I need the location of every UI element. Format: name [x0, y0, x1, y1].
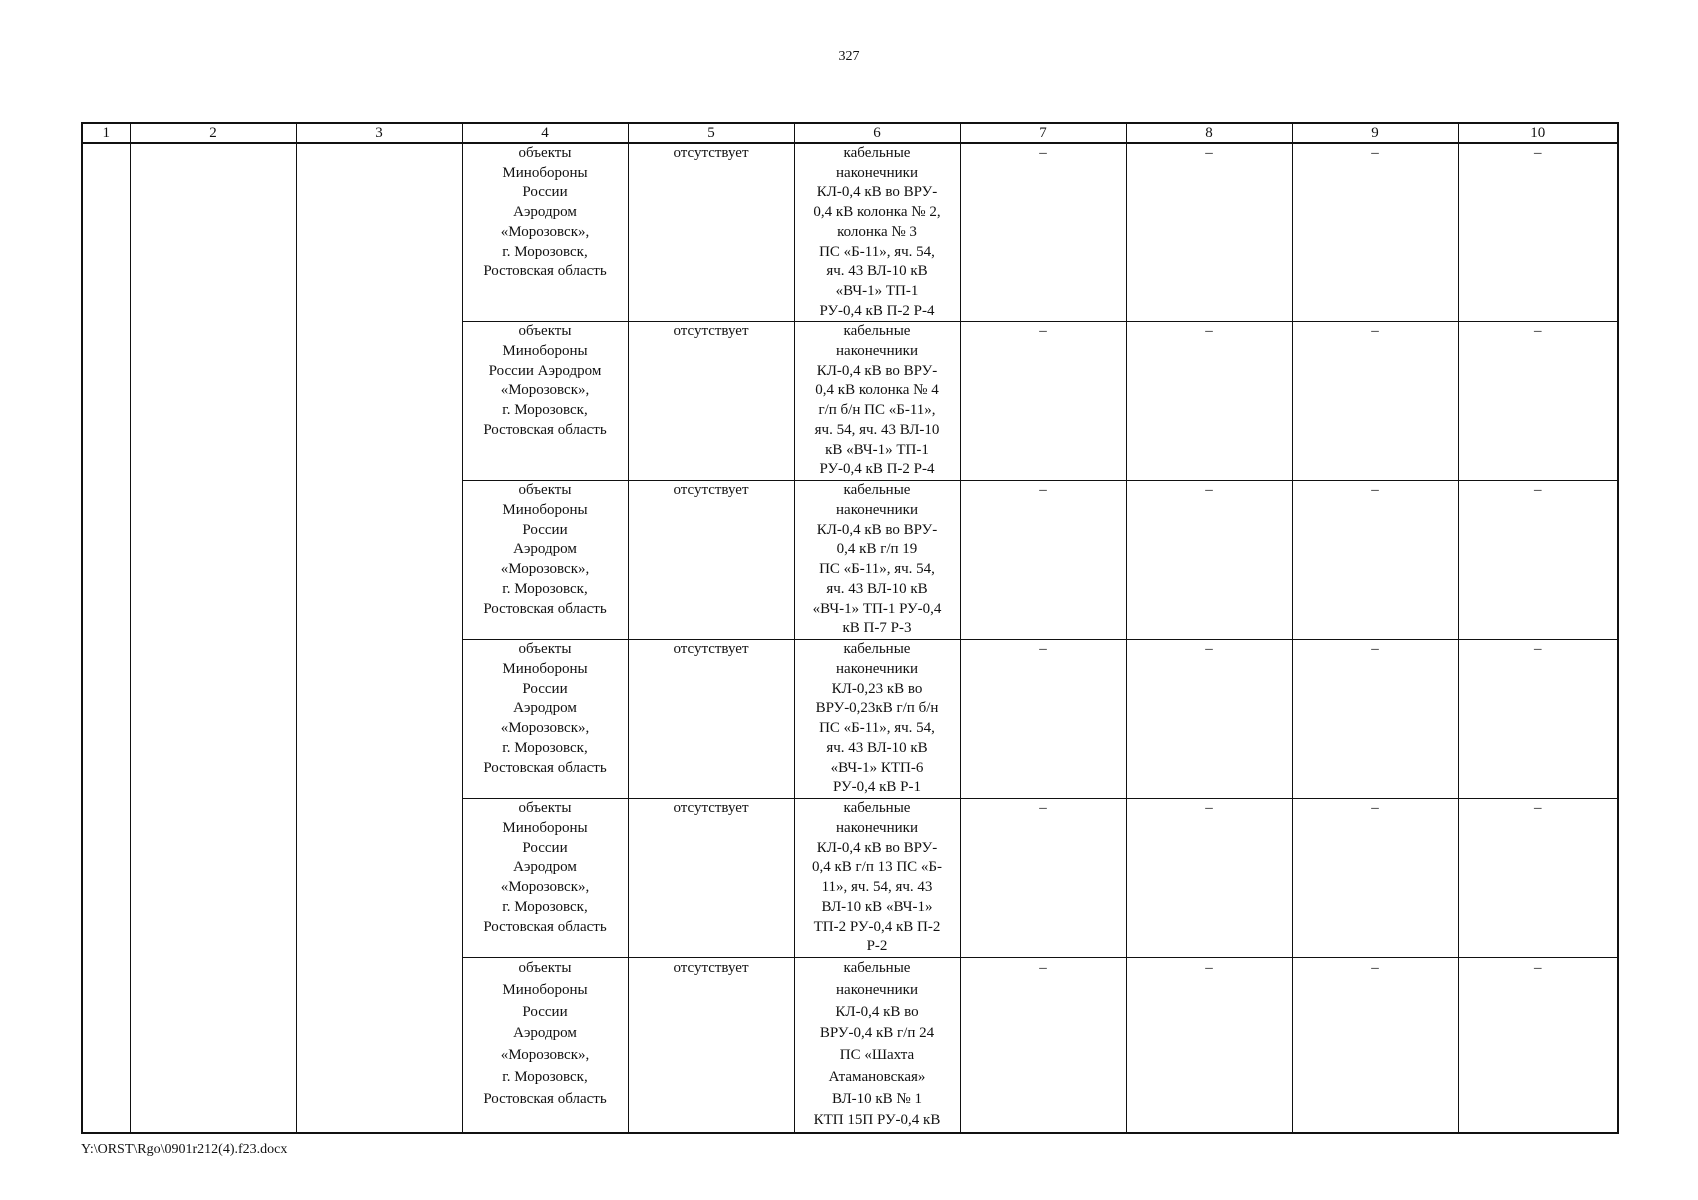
column-header: 4 — [462, 123, 628, 143]
cell-col7: – — [960, 322, 1126, 481]
cell-col7: – — [960, 143, 1126, 322]
cell-col8: – — [1126, 640, 1292, 799]
cell-col8: – — [1126, 322, 1292, 481]
cell-col9: – — [1292, 143, 1458, 322]
cell-status: отсутствует — [628, 640, 794, 799]
column-header: 7 — [960, 123, 1126, 143]
cell-equipment: кабельные наконечники КЛ-0,4 кВ во ВРУ- 0,4 кВ колонка № 4 г/п б/н ПС «Б-11», яч. 54, яч. 43 ВЛ-10 кВ «ВЧ-1» ТП-1 РУ-0,4 кВ П-2 Р-4 — [794, 322, 960, 481]
cell-col7: – — [960, 958, 1126, 1133]
page-number: 327 — [838, 49, 860, 64]
cell-col9: – — [1292, 799, 1458, 958]
cell-col8: – — [1126, 958, 1292, 1133]
cell-equipment: кабельные наконечники КЛ-0,23 кВ во ВРУ-0,23кВ г/п б/н ПС «Б-11», яч. 54, яч. 43 ВЛ-10 кВ «ВЧ-1» КТП-6 РУ-0,4 кВ Р-1 — [794, 640, 960, 799]
cell-object: объекты Минобороны России Аэродром «Морозовск», г. Морозовск, Ростовская область — [462, 958, 628, 1133]
cell-col9: – — [1292, 640, 1458, 799]
cell-object: объекты Минобороны России Аэродром «Морозовск», г. Морозовск, Ростовская область — [462, 481, 628, 640]
cell-object: объекты Минобороны России Аэродром «Морозовск», г. Морозовск, Ростовская область — [462, 799, 628, 958]
cell-col10: – — [1458, 958, 1618, 1133]
data-table — [81, 122, 1619, 1134]
cell-status: отсутствует — [628, 799, 794, 958]
column-header: 10 — [1458, 123, 1618, 143]
cell-object: объекты Минобороны России Аэродром «Морозовск», г. Морозовск, Ростовская область — [462, 640, 628, 799]
cell-col9: – — [1292, 322, 1458, 481]
cell-col1-merged — [82, 143, 130, 1133]
header-row — [82, 123, 1618, 143]
column-header: 2 — [130, 123, 296, 143]
cell-col8: – — [1126, 799, 1292, 958]
cell-equipment: кабельные наконечники КЛ-0,4 кВ во ВРУ- 0,4 кВ г/п 13 ПС «Б- 11», яч. 54, яч. 43 ВЛ-10 кВ «ВЧ-1» ТП-2 РУ-0,4 кВ П-2 Р-2 — [794, 799, 960, 958]
document-file-path: Y:\ORST\Rgo\0901r212(4).f23.docx — [81, 1142, 288, 1157]
cell-col10: – — [1458, 481, 1618, 640]
cell-status: отсутствует — [628, 143, 794, 322]
cell-col7: – — [960, 640, 1126, 799]
cell-equipment: кабельные наконечники КЛ-0,4 кВ во ВРУ-0,4 кВ г/п 24 ПС «Шахта Атамановская» ВЛ-10 кВ № 1 КТП 15П РУ-0,4 кВ — [794, 958, 960, 1133]
cell-col10: – — [1458, 799, 1618, 958]
cell-col7: – — [960, 481, 1126, 640]
cell-object: объекты Минобороны России Аэродром «Морозовск», г. Морозовск, Ростовская область — [462, 143, 628, 322]
column-header: 9 — [1292, 123, 1458, 143]
cell-col7: – — [960, 799, 1126, 958]
column-header: 3 — [296, 123, 462, 143]
cell-col8: – — [1126, 143, 1292, 322]
cell-col10: – — [1458, 640, 1618, 799]
column-header: 5 — [628, 123, 794, 143]
cell-col9: – — [1292, 481, 1458, 640]
cell-equipment: кабельные наконечники КЛ-0,4 кВ во ВРУ- 0,4 кВ колонка № 2, колонка № 3 ПС «Б-11», яч. 54, яч. 43 ВЛ-10 кВ «ВЧ-1» ТП-1 РУ-0,4 кВ П-2 Р-4 — [794, 143, 960, 322]
cell-col9: – — [1292, 958, 1458, 1133]
cell-status: отсутствует — [628, 322, 794, 481]
cell-col2-merged — [130, 143, 296, 1133]
cell-col10: – — [1458, 322, 1618, 481]
cell-col8: – — [1126, 481, 1292, 640]
cell-status: отсутствует — [628, 958, 794, 1133]
cell-object: объекты Минобороны России Аэродром «Морозовск», г. Морозовск, Ростовская область — [462, 322, 628, 481]
column-header: 1 — [82, 123, 130, 143]
cell-status: отсутствует — [628, 481, 794, 640]
column-header: 8 — [1126, 123, 1292, 143]
table-row — [82, 143, 1618, 322]
cell-col10: – — [1458, 143, 1618, 322]
cell-equipment: кабельные наконечники КЛ-0,4 кВ во ВРУ- 0,4 кВ г/п 19 ПС «Б-11», яч. 54, яч. 43 ВЛ-10 кВ «ВЧ-1» ТП-1 РУ-0,4 кВ П-7 Р-3 — [794, 481, 960, 640]
column-header: 6 — [794, 123, 960, 143]
cell-col3-merged — [296, 143, 462, 1133]
